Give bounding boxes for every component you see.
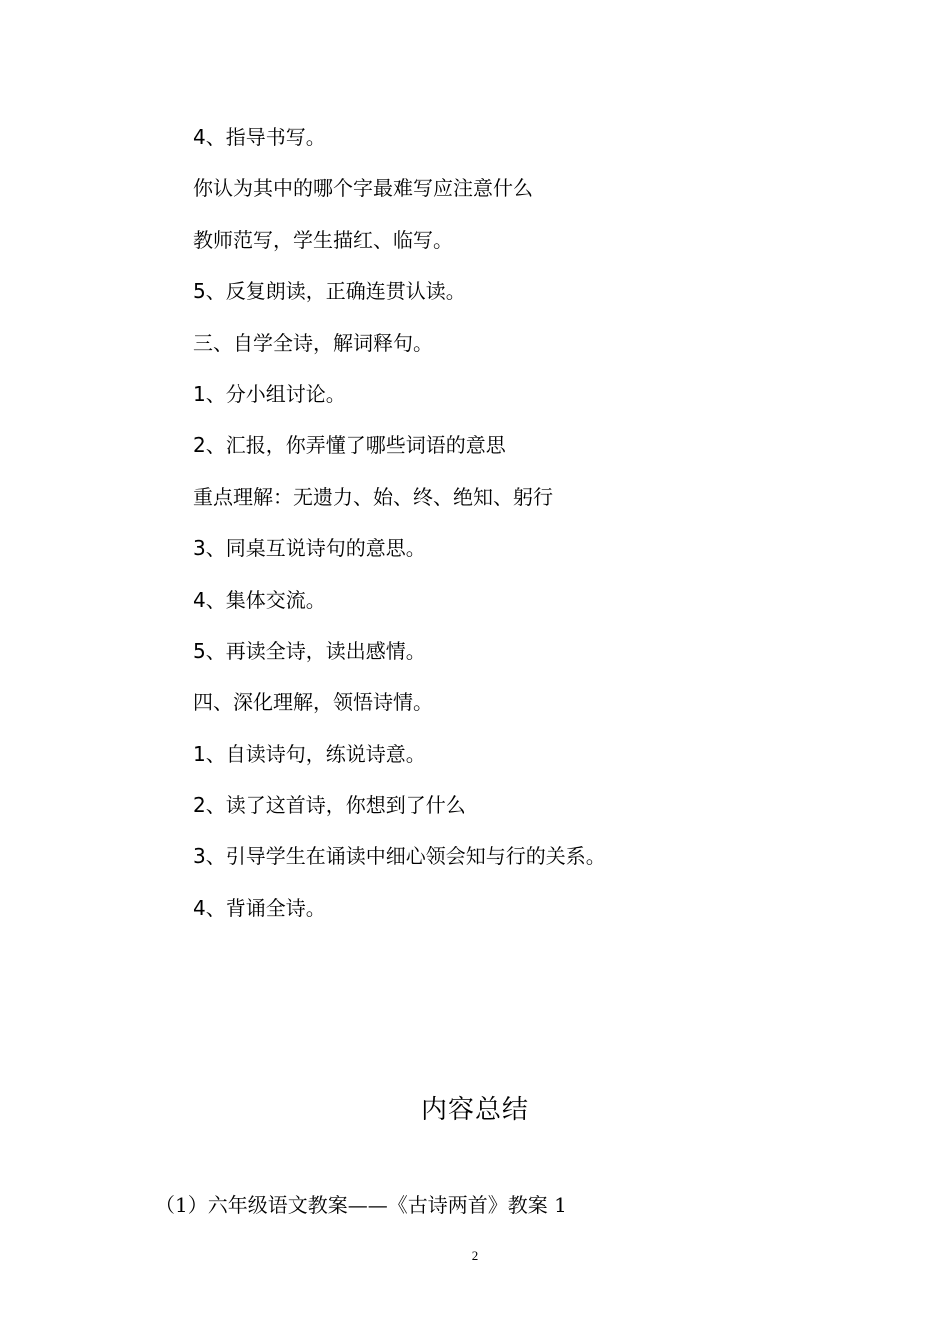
body-line: 5、再读全诗，读出感情。 xyxy=(193,638,426,663)
lesson-plan-body xyxy=(193,118,893,940)
body-line: 你认为其中的哪个字最难写应注意什么 xyxy=(193,176,533,201)
page-number: 2 xyxy=(471,1248,479,1263)
section-heading: 四、深化理解，领悟诗情。 xyxy=(193,690,433,715)
body-line: 4、指导书写。 xyxy=(193,125,326,149)
body-line: 3、同桌互说诗句的意思。 xyxy=(193,536,426,561)
body-line: 2、汇报，你弄懂了哪些词语的意思 xyxy=(193,433,506,458)
body-line: 2、读了这首诗，你想到了什么 xyxy=(193,793,466,818)
summary-title: 内容总结 xyxy=(420,1095,529,1125)
summary-item: （1）六年级语文教案——《古诗两首》教案 1 xyxy=(155,1193,567,1217)
body-line: 1、分小组讨论。 xyxy=(193,381,346,406)
body-line: 3、引导学生在诵读中细心领会知与行的关系。 xyxy=(193,844,606,869)
section-heading: 三、自学全诗，解词释句。 xyxy=(193,330,433,355)
body-line: 4、集体交流。 xyxy=(193,587,326,612)
body-line: 重点理解：无遗力、始、终、绝知、躬行 xyxy=(193,484,553,509)
body-line: 1、自读诗句，练说诗意。 xyxy=(193,741,426,766)
body-line: 4、背诵全诗。 xyxy=(193,895,326,920)
body-line: 5、反复朗读，正确连贯认读。 xyxy=(193,279,466,304)
body-line: 教师范写，学生描红、临写。 xyxy=(193,227,453,252)
